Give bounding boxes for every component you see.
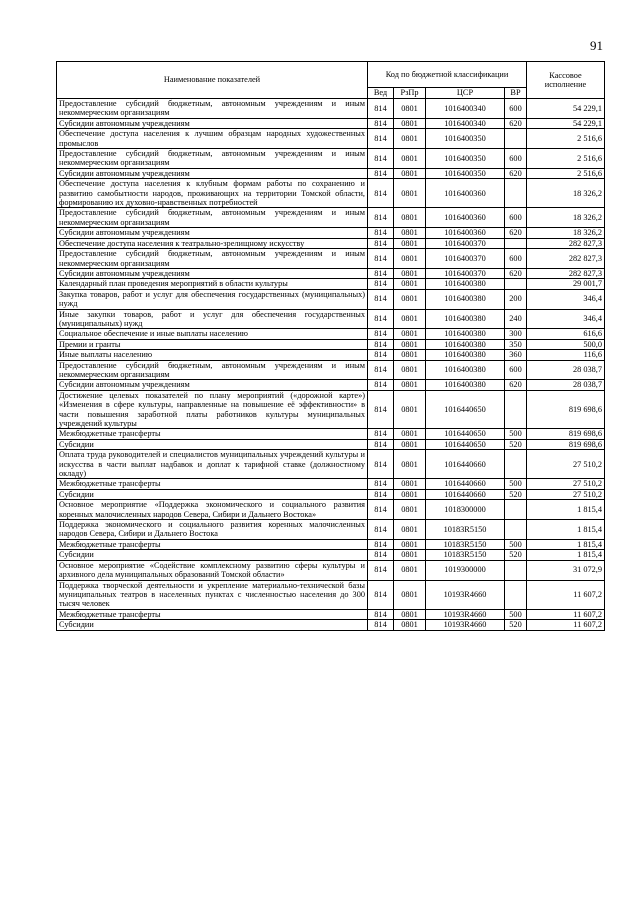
table-row	[57, 238, 605, 248]
row-amount: 616,6	[527, 329, 605, 339]
row-tsr: 10193R4660	[426, 580, 505, 609]
header-vr: ВР	[505, 88, 527, 99]
row-vr: 520	[505, 439, 527, 449]
table-row	[57, 429, 605, 439]
row-rzpr: 0801	[394, 329, 426, 339]
row-vr	[505, 450, 527, 479]
row-rzpr: 0801	[394, 609, 426, 619]
row-amount: 29 001,7	[527, 279, 605, 289]
row-amount: 1 815,4	[527, 500, 605, 520]
row-rzpr: 0801	[394, 429, 426, 439]
row-ved: 814	[368, 289, 394, 309]
table-row	[57, 179, 605, 208]
table-row	[57, 609, 605, 619]
row-name: Календарный план проведения мероприятий в области культуры	[57, 279, 368, 289]
row-name: Обеспечение доступа населения к театрально-зрелищному искусству	[57, 238, 368, 248]
row-amount: 819 698,6	[527, 390, 605, 429]
row-ved: 814	[368, 329, 394, 339]
row-name: Межбюджетные трансферты	[57, 609, 368, 619]
row-vr: 620	[505, 228, 527, 238]
row-ved: 814	[368, 279, 394, 289]
row-ved: 814	[368, 339, 394, 349]
row-name: Достижение целевых показателей по плану мероприятий («дорожной карте») «Изменения в сфере культуры, направленные на повышение её эффективности» в части повышения заработной платы работников культуры муниципальных учреждений культуры	[57, 390, 368, 429]
row-ved: 814	[368, 208, 394, 228]
row-rzpr: 0801	[394, 439, 426, 449]
table-row	[57, 149, 605, 169]
header-ved: Вед	[368, 88, 394, 99]
row-vr: 620	[505, 118, 527, 128]
row-ved: 814	[368, 609, 394, 619]
row-amount: 54 229,1	[527, 99, 605, 119]
row-ved: 814	[368, 179, 394, 208]
row-amount: 28 038,7	[527, 380, 605, 390]
table-row	[57, 99, 605, 119]
table-row	[57, 268, 605, 278]
row-rzpr: 0801	[394, 339, 426, 349]
row-ved: 814	[368, 360, 394, 380]
row-vr	[505, 500, 527, 520]
row-vr	[505, 580, 527, 609]
table-row	[57, 249, 605, 269]
row-amount: 282 827,3	[527, 249, 605, 269]
row-name: Субсидии	[57, 620, 368, 630]
row-ved: 814	[368, 479, 394, 489]
row-name: Предоставление субсидий бюджетным, автономным учреждениям и иным некоммерческим организациям	[57, 360, 368, 380]
row-tsr: 1016400360	[426, 228, 505, 238]
row-rzpr: 0801	[394, 179, 426, 208]
table-row	[57, 560, 605, 580]
row-vr	[505, 238, 527, 248]
row-vr: 520	[505, 620, 527, 630]
row-vr: 500	[505, 429, 527, 439]
table-row	[57, 360, 605, 380]
row-tsr: 1016400360	[426, 179, 505, 208]
row-ved: 814	[368, 560, 394, 580]
row-name: Предоставление субсидий бюджетным, автономным учреждениям и иным некоммерческим организациям	[57, 149, 368, 169]
table-row	[57, 228, 605, 238]
row-name: Субсидии автономным учреждениям	[57, 168, 368, 178]
row-vr: 620	[505, 380, 527, 390]
row-rzpr: 0801	[394, 489, 426, 499]
row-name: Закупка товаров, работ и услуг для обеспечения государственных (муниципальных) нужд	[57, 289, 368, 309]
row-name: Субсидии	[57, 550, 368, 560]
row-tsr: 1016400370	[426, 238, 505, 248]
row-rzpr: 0801	[394, 268, 426, 278]
row-amount: 819 698,6	[527, 429, 605, 439]
row-amount: 11 607,2	[527, 580, 605, 609]
row-amount: 18 326,2	[527, 208, 605, 228]
table-row	[57, 309, 605, 329]
header-name: Наименование показателей	[57, 62, 368, 99]
row-rzpr: 0801	[394, 550, 426, 560]
table-row	[57, 350, 605, 360]
row-vr: 600	[505, 208, 527, 228]
row-vr	[505, 560, 527, 580]
row-tsr: 1016400380	[426, 360, 505, 380]
row-tsr: 1016400380	[426, 339, 505, 349]
table-row	[57, 380, 605, 390]
row-name: Иные выплаты населению	[57, 350, 368, 360]
row-vr	[505, 179, 527, 208]
row-ved: 814	[368, 168, 394, 178]
row-tsr: 10193R4660	[426, 609, 505, 619]
row-ved: 814	[368, 539, 394, 549]
row-vr: 520	[505, 550, 527, 560]
row-rzpr: 0801	[394, 228, 426, 238]
row-tsr: 1019300000	[426, 560, 505, 580]
row-ved: 814	[368, 500, 394, 520]
row-rzpr: 0801	[394, 450, 426, 479]
row-rzpr: 0801	[394, 289, 426, 309]
table-row	[57, 118, 605, 128]
table-row	[57, 520, 605, 540]
row-ved: 814	[368, 429, 394, 439]
table-row	[57, 168, 605, 178]
row-amount: 500,0	[527, 339, 605, 349]
row-amount: 346,4	[527, 309, 605, 329]
table-row	[57, 539, 605, 549]
row-tsr: 10193R4660	[426, 620, 505, 630]
row-name: Предоставление субсидий бюджетным, автономным учреждениям и иным некоммерческим организациям	[57, 249, 368, 269]
row-rzpr: 0801	[394, 238, 426, 248]
row-amount: 27 510,2	[527, 489, 605, 499]
row-amount: 2 516,6	[527, 149, 605, 169]
row-vr: 500	[505, 609, 527, 619]
row-vr: 600	[505, 360, 527, 380]
row-name: Поддержка экономического и социального развития коренных малочисленных народов Севера, Сибири и Дальнего Востока	[57, 520, 368, 540]
row-vr	[505, 390, 527, 429]
row-ved: 814	[368, 489, 394, 499]
row-rzpr: 0801	[394, 350, 426, 360]
row-amount: 54 229,1	[527, 118, 605, 128]
row-rzpr: 0801	[394, 309, 426, 329]
table-row	[57, 479, 605, 489]
row-vr: 500	[505, 539, 527, 549]
row-rzpr: 0801	[394, 129, 426, 149]
row-amount: 2 516,6	[527, 129, 605, 149]
row-vr: 600	[505, 249, 527, 269]
row-name: Премии и гранты	[57, 339, 368, 349]
row-rzpr: 0801	[394, 539, 426, 549]
row-amount: 27 510,2	[527, 479, 605, 489]
header-code-group: Код по бюджетной классификации	[368, 62, 527, 88]
row-tsr: 1016440650	[426, 439, 505, 449]
row-name: Обеспечение доступа населения к лучшим образцам народных художественных промыслов	[57, 129, 368, 149]
row-name: Основное мероприятие «Поддержка экономического и социального развития коренных малочисленных народов Севера, Сибири и Дальнего Востока»	[57, 500, 368, 520]
row-vr: 620	[505, 268, 527, 278]
row-tsr: 1016400370	[426, 249, 505, 269]
row-amount: 18 326,2	[527, 228, 605, 238]
row-name: Иные закупки товаров, работ и услуг для обеспечения государственных (муниципальных) нужд	[57, 309, 368, 329]
row-rzpr: 0801	[394, 249, 426, 269]
row-tsr: 1016400340	[426, 118, 505, 128]
row-tsr: 1016400370	[426, 268, 505, 278]
table-row	[57, 439, 605, 449]
table-body	[57, 99, 605, 631]
table-row	[57, 289, 605, 309]
row-tsr: 10183R5150	[426, 520, 505, 540]
row-amount: 31 072,9	[527, 560, 605, 580]
table-row	[57, 208, 605, 228]
row-amount: 27 510,2	[527, 450, 605, 479]
table-row	[57, 450, 605, 479]
row-name: Субсидии	[57, 439, 368, 449]
row-tsr: 10183R5150	[426, 550, 505, 560]
row-tsr: 1016440660	[426, 479, 505, 489]
row-ved: 814	[368, 118, 394, 128]
row-ved: 814	[368, 238, 394, 248]
table-row	[57, 329, 605, 339]
row-vr: 300	[505, 329, 527, 339]
row-vr	[505, 279, 527, 289]
row-vr: 520	[505, 489, 527, 499]
row-amount: 11 607,2	[527, 609, 605, 619]
row-vr: 600	[505, 99, 527, 119]
row-tsr: 1016440650	[426, 390, 505, 429]
row-tsr: 1016400350	[426, 149, 505, 169]
row-name: Межбюджетные трансферты	[57, 429, 368, 439]
row-ved: 814	[368, 439, 394, 449]
row-name: Оплата труда руководителей и специалистов муниципальных учреждений культуры и искусства в части выплат надбавок и доплат к тарифной ставке (должностному окладу)	[57, 450, 368, 479]
row-vr: 620	[505, 168, 527, 178]
row-ved: 814	[368, 249, 394, 269]
row-ved: 814	[368, 228, 394, 238]
row-amount: 1 815,4	[527, 520, 605, 540]
row-ved: 814	[368, 99, 394, 119]
table-row	[57, 129, 605, 149]
page-number: 91	[590, 38, 603, 53]
row-ved: 814	[368, 268, 394, 278]
table-row	[57, 580, 605, 609]
row-amount: 346,4	[527, 289, 605, 309]
row-amount: 116,6	[527, 350, 605, 360]
row-tsr: 10183R5150	[426, 539, 505, 549]
row-vr: 240	[505, 309, 527, 329]
row-tsr: 1016400380	[426, 279, 505, 289]
table-row	[57, 279, 605, 289]
row-tsr: 1016440660	[426, 450, 505, 479]
row-tsr: 1016400380	[426, 309, 505, 329]
row-tsr: 1016400380	[426, 350, 505, 360]
row-vr: 360	[505, 350, 527, 360]
row-rzpr: 0801	[394, 500, 426, 520]
row-rzpr: 0801	[394, 560, 426, 580]
row-tsr: 1016400360	[426, 208, 505, 228]
row-name: Межбюджетные трансферты	[57, 479, 368, 489]
row-rzpr: 0801	[394, 208, 426, 228]
row-tsr: 1016440650	[426, 429, 505, 439]
header-amount: Кассовое исполнение	[527, 62, 605, 99]
budget-execution-table	[56, 61, 605, 631]
row-amount: 18 326,2	[527, 179, 605, 208]
row-ved: 814	[368, 380, 394, 390]
row-rzpr: 0801	[394, 380, 426, 390]
row-ved: 814	[368, 129, 394, 149]
row-rzpr: 0801	[394, 168, 426, 178]
table-row	[57, 390, 605, 429]
table-row	[57, 550, 605, 560]
row-vr: 500	[505, 479, 527, 489]
row-tsr: 1016400380	[426, 380, 505, 390]
row-name: Обеспечение доступа населения к клубным формам работы по сохранению и развитию самобытности народов, проживающих на территории Томской области, формированию их духовно-нравственных потребностей	[57, 179, 368, 208]
row-rzpr: 0801	[394, 390, 426, 429]
row-tsr: 1016400350	[426, 129, 505, 149]
row-amount: 282 827,3	[527, 238, 605, 248]
row-ved: 814	[368, 580, 394, 609]
row-ved: 814	[368, 350, 394, 360]
row-rzpr: 0801	[394, 520, 426, 540]
table-row	[57, 489, 605, 499]
row-rzpr: 0801	[394, 479, 426, 489]
row-vr	[505, 129, 527, 149]
row-amount: 1 815,4	[527, 550, 605, 560]
row-amount: 819 698,6	[527, 439, 605, 449]
row-rzpr: 0801	[394, 99, 426, 119]
table-row	[57, 500, 605, 520]
row-tsr: 1016400380	[426, 329, 505, 339]
row-ved: 814	[368, 550, 394, 560]
row-amount: 282 827,3	[527, 268, 605, 278]
row-tsr: 1016400350	[426, 168, 505, 178]
row-tsr: 1016400340	[426, 99, 505, 119]
row-name: Субсидии	[57, 489, 368, 499]
row-vr: 200	[505, 289, 527, 309]
row-name: Предоставление субсидий бюджетным, автономным учреждениям и иным некоммерческим организациям	[57, 208, 368, 228]
header-tsr: ЦСР	[426, 88, 505, 99]
row-rzpr: 0801	[394, 149, 426, 169]
row-ved: 814	[368, 450, 394, 479]
row-rzpr: 0801	[394, 118, 426, 128]
row-rzpr: 0801	[394, 580, 426, 609]
row-tsr: 1016440660	[426, 489, 505, 499]
row-name: Субсидии автономным учреждениям	[57, 118, 368, 128]
row-ved: 814	[368, 390, 394, 429]
row-name: Субсидии автономным учреждениям	[57, 268, 368, 278]
row-name: Межбюджетные трансферты	[57, 539, 368, 549]
row-name: Субсидии автономным учреждениям	[57, 228, 368, 238]
row-amount: 1 815,4	[527, 539, 605, 549]
row-ved: 814	[368, 620, 394, 630]
row-tsr: 1018300000	[426, 500, 505, 520]
row-vr: 350	[505, 339, 527, 349]
row-ved: 814	[368, 149, 394, 169]
row-name: Поддержка творческой деятельности и укрепление материально-технической базы муниципальных театров в населенных пунктах с численностью населения до 300 тысяч человек	[57, 580, 368, 609]
row-rzpr: 0801	[394, 360, 426, 380]
row-name: Социальное обеспечение и иные выплаты населению	[57, 329, 368, 339]
row-vr	[505, 520, 527, 540]
row-rzpr: 0801	[394, 279, 426, 289]
row-ved: 814	[368, 309, 394, 329]
row-name: Предоставление субсидий бюджетным, автономным учреждениям и иным некоммерческим организациям	[57, 99, 368, 119]
table-row	[57, 620, 605, 630]
row-amount: 2 516,6	[527, 168, 605, 178]
row-amount: 28 038,7	[527, 360, 605, 380]
row-vr: 600	[505, 149, 527, 169]
row-name: Субсидии автономным учреждениям	[57, 380, 368, 390]
row-name: Основное мероприятие «Содействие комплексному развитию сферы культуры и архивного дела муниципальных образований Томской области»	[57, 560, 368, 580]
row-ved: 814	[368, 520, 394, 540]
row-tsr: 1016400380	[426, 289, 505, 309]
row-rzpr: 0801	[394, 620, 426, 630]
table-row	[57, 339, 605, 349]
row-amount: 11 607,2	[527, 620, 605, 630]
header-rzpr: РзПр	[394, 88, 426, 99]
